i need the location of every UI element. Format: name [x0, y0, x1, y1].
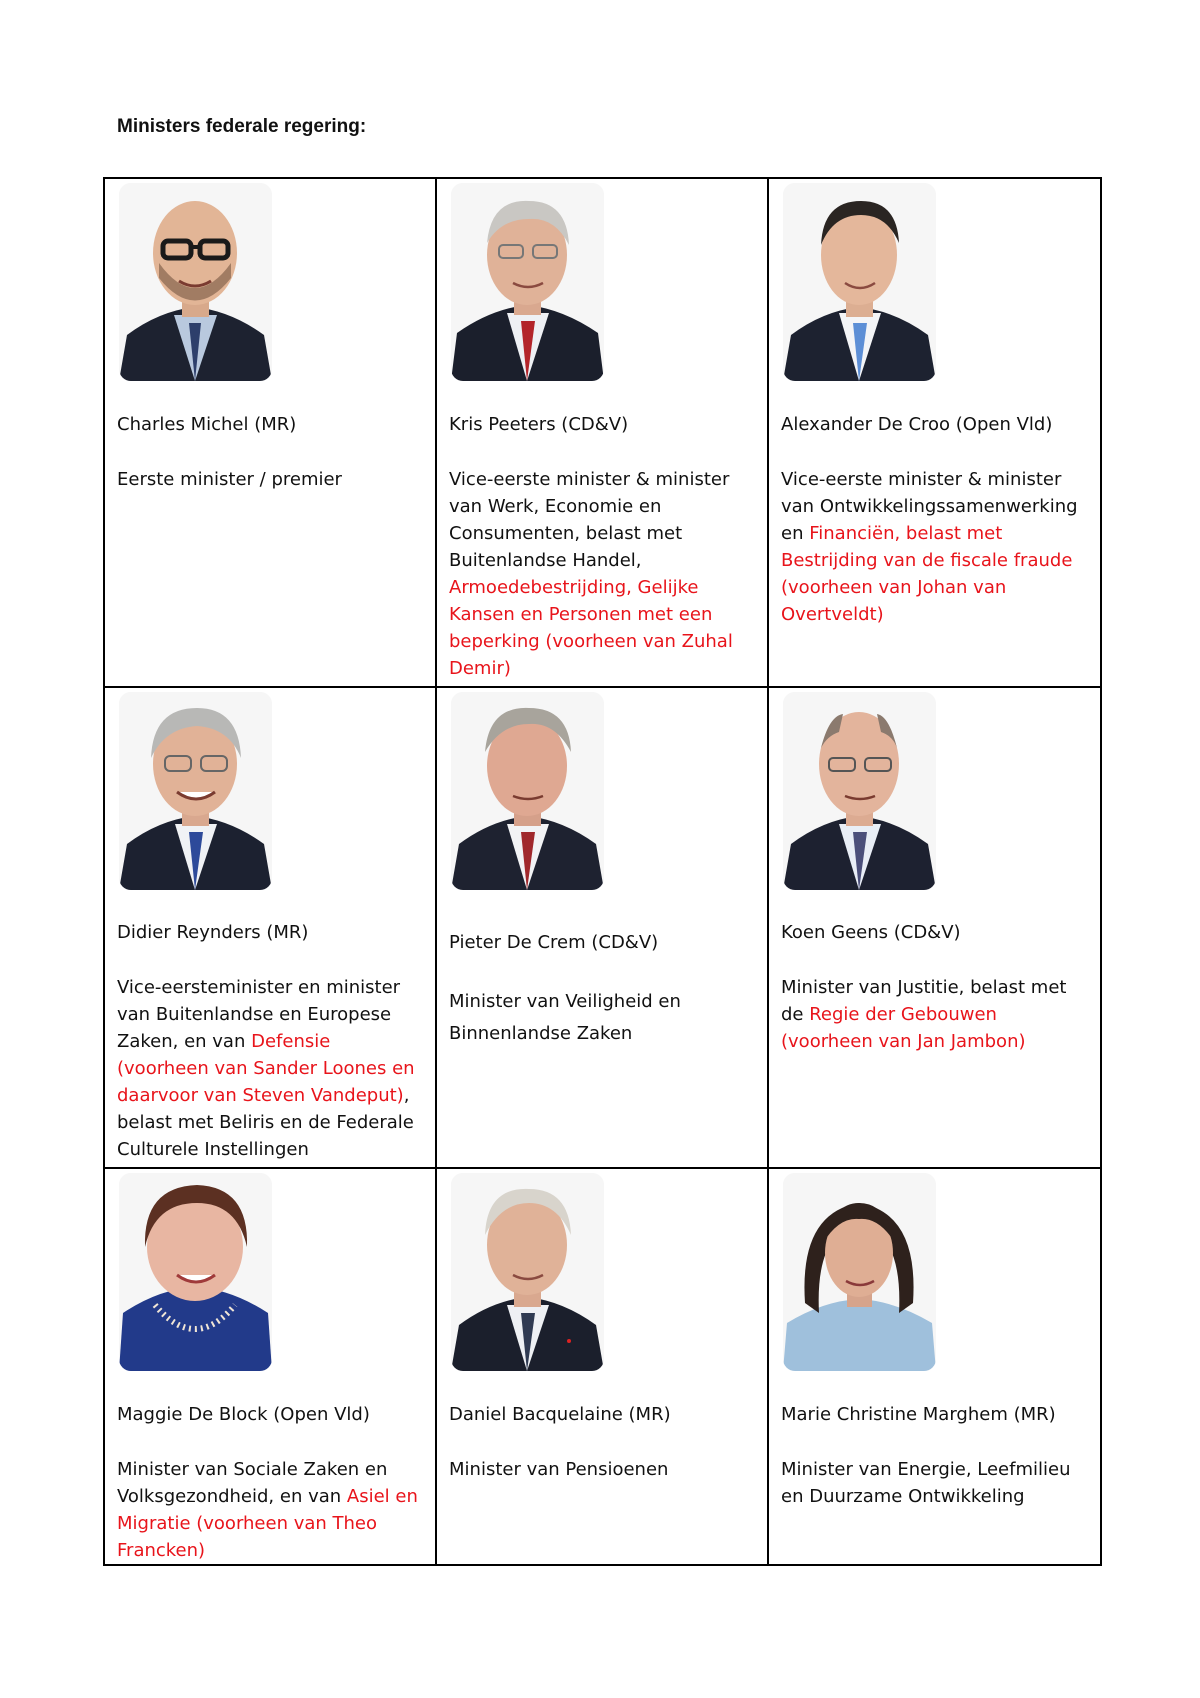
minister-cell	[768, 1168, 1101, 1565]
portfolio-text: Eerste minister / premier	[117, 469, 342, 490]
minister-portfolio	[781, 466, 1088, 628]
portrait-photo	[783, 692, 936, 890]
minister-portfolio	[781, 1456, 1088, 1510]
portrait-image	[451, 1173, 604, 1371]
minister-info	[117, 919, 423, 1163]
minister-name: Marie Christine Marghem (MR)	[781, 1404, 1056, 1425]
portfolio-text-highlight: Defensie (voorheen van Sander Loones en daarvoor van Steven Vandeput)	[117, 1031, 415, 1106]
minister-info	[781, 1401, 1088, 1510]
minister-cell	[436, 178, 768, 687]
portrait-image	[783, 1173, 936, 1371]
table-row	[104, 1168, 1101, 1565]
minister-name: Charles Michel (MR)	[117, 414, 297, 435]
minister-name: Maggie De Block (Open Vld)	[117, 1404, 370, 1425]
portfolio-text-highlight: Asiel en Migratie (voorheen van Theo Francken)	[117, 1486, 418, 1561]
portfolio-text-highlight: Regie der Gebouwen (voorheen van Jan Jambon)	[781, 1004, 1026, 1052]
minister-cell	[104, 1168, 436, 1565]
portrait-photo	[119, 692, 272, 890]
portfolio-text: Minister van Sociale Zaken en Volksgezondheid, en van	[117, 1459, 388, 1507]
portfolio-text: Vice-eerste minister & minister van Werk, Economie en Consumenten, belast met Buitenlandse Handel,	[449, 469, 730, 571]
portrait-photo	[783, 183, 936, 381]
portfolio-text-highlight: Financiën, belast met Bestrijding van de fiscale fraude (voorheen van Johan van Overtveldt)	[781, 523, 1073, 625]
portrait-photo	[451, 1173, 604, 1371]
minister-name: Alexander De Croo (Open Vld)	[781, 414, 1053, 435]
portrait-image	[783, 692, 936, 890]
minister-cell	[436, 1168, 768, 1565]
portfolio-text: Minister van Pensioenen	[449, 1459, 669, 1480]
portrait-photo	[783, 1173, 936, 1371]
minister-portfolio	[117, 1456, 423, 1564]
minister-cell	[104, 687, 436, 1168]
minister-portfolio	[117, 466, 423, 493]
minister-name: Didier Reynders (MR)	[117, 922, 309, 943]
portfolio-text: , belast met Beliris en de Federale Culturele Instellingen	[117, 1085, 414, 1160]
minister-cell	[768, 178, 1101, 687]
minister-info	[781, 411, 1088, 628]
minister-info	[449, 1401, 755, 1483]
minister-name: Koen Geens (CD&V)	[781, 922, 961, 943]
ministers-table	[103, 177, 1102, 1566]
portfolio-text: Vice-eerste minister & minister van Ontwikkelingssamenwerking en	[781, 469, 1078, 544]
portrait-photo	[119, 183, 272, 381]
portfolio-text: Minister van Veiligheid en Binnenlandse Zaken	[449, 991, 681, 1044]
document-title: Ministers federale regering:	[117, 116, 367, 137]
portrait-photo	[119, 1173, 272, 1371]
portfolio-text: Minister van Energie, Leefmilieu en Duurzame Ontwikkeling	[781, 1459, 1071, 1507]
portrait-image	[119, 1173, 272, 1371]
minister-cell	[436, 687, 768, 1168]
portrait-image	[119, 692, 272, 890]
table-row	[104, 687, 1101, 1168]
minister-name: Kris Peeters (CD&V)	[449, 414, 629, 435]
minister-info	[449, 919, 755, 1050]
minister-portfolio	[449, 986, 755, 1050]
minister-cell	[768, 687, 1101, 1168]
minister-info	[449, 411, 755, 682]
portfolio-text-highlight: Armoedebestrijding, Gelijke Kansen en Personen met een beperking (voorheen van Zuhal Demir)	[449, 577, 733, 679]
minister-name: Pieter De Crem (CD&V)	[449, 932, 659, 953]
minister-portfolio	[781, 974, 1088, 1055]
portfolio-text: Vice-eersteminister en minister van Buitenlandse en Europese Zaken, en van	[117, 977, 401, 1052]
portrait-image	[119, 183, 272, 381]
minister-portfolio	[117, 974, 423, 1163]
portfolio-text: Minister van Justitie, belast met de	[781, 977, 1067, 1025]
portrait-photo	[451, 692, 604, 890]
portrait-image	[451, 183, 604, 381]
minister-info	[117, 1401, 423, 1564]
minister-portfolio	[449, 1456, 755, 1483]
minister-info	[781, 919, 1088, 1055]
portrait-image	[783, 183, 936, 381]
minister-portfolio	[449, 466, 755, 682]
portrait-image	[451, 692, 604, 890]
minister-cell	[104, 178, 436, 687]
minister-info	[117, 411, 423, 493]
minister-name: Daniel Bacquelaine (MR)	[449, 1404, 671, 1425]
portrait-photo	[451, 183, 604, 381]
table-row	[104, 178, 1101, 687]
